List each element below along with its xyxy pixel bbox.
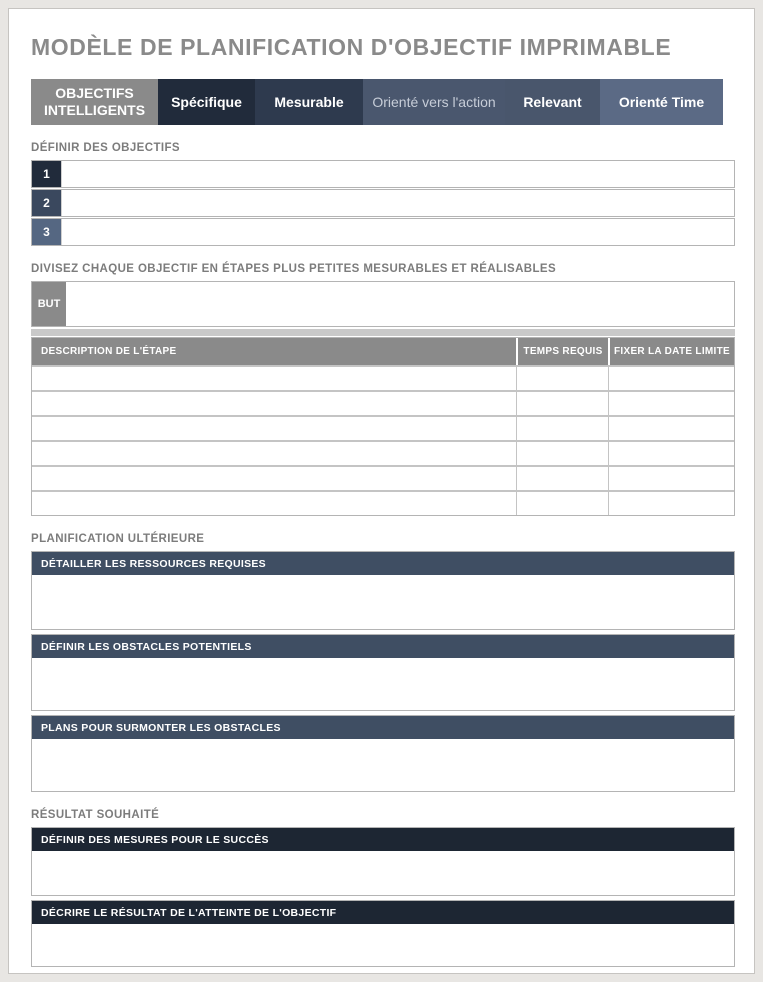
overcome-plans-input[interactable]: [32, 739, 734, 791]
overcome-plans-block: [31, 715, 735, 792]
table-row: [32, 440, 734, 465]
deadline-cell[interactable]: [608, 392, 734, 415]
objective-input-1[interactable]: [61, 161, 734, 187]
table-row: [32, 415, 734, 440]
desired-result-blocks: [31, 827, 735, 967]
steps-section-heading: DIVISEZ CHAQUE OBJECTIF EN ÉTAPES PLUS PETITES MESURABLES ET RÉALISABLES: [31, 263, 557, 275]
objective-number-badge: 2: [32, 190, 61, 216]
resources-block: [31, 551, 735, 630]
smart-tab-label: Orienté vers l'action: [372, 93, 496, 110]
smart-tab-label: Orienté Time: [618, 93, 705, 110]
divider-strip: [31, 329, 735, 336]
smart-tab-mesurable: [255, 79, 363, 125]
objective-number-badge: 3: [32, 219, 61, 245]
smart-tab-oriente-time: [600, 79, 723, 125]
smart-tab-label: Relevant: [523, 93, 582, 110]
step-description-cell[interactable]: [32, 492, 516, 515]
obstacles-input[interactable]: [32, 658, 734, 710]
objective-row: [31, 160, 735, 188]
document-page: [8, 8, 755, 974]
objective-row: [31, 218, 735, 246]
resources-input[interactable]: [32, 575, 734, 629]
time-required-cell[interactable]: [516, 367, 608, 390]
steps-table: [31, 337, 735, 516]
obstacles-block-label: DÉFINIR LES OBSTACLES POTENTIELS: [32, 635, 734, 658]
table-row: [32, 490, 734, 515]
time-required-cell[interactable]: [516, 492, 608, 515]
time-required-cell[interactable]: [516, 417, 608, 440]
deadline-cell[interactable]: [608, 367, 734, 390]
step-description-cell[interactable]: [32, 392, 516, 415]
smart-tab-specifique: [158, 79, 255, 125]
goal-input[interactable]: [66, 282, 734, 326]
smart-tab-objectifs-intelligents: [31, 79, 158, 125]
success-measures-input[interactable]: [32, 851, 734, 895]
further-planning-heading: PLANIFICATION ULTÉRIEURE: [31, 533, 205, 545]
time-required-cell[interactable]: [516, 392, 608, 415]
step-description-cell[interactable]: [32, 467, 516, 490]
smart-tab-label: OBJECTIFS INTELLIGENTS: [43, 85, 146, 118]
column-header-deadline: FIXER LA DATE LIMITE: [608, 338, 734, 365]
table-row: [32, 390, 734, 415]
goal-outcome-block: [31, 900, 735, 967]
resources-block-label: DÉTAILLER LES RESSOURCES REQUISES: [32, 552, 734, 575]
success-measures-block-label: DÉFINIR DES MESURES POUR LE SUCCÈS: [32, 828, 734, 851]
step-description-cell[interactable]: [32, 367, 516, 390]
page-title: MODÈLE DE PLANIFICATION D'OBJECTIF IMPRIMABLE: [31, 34, 672, 60]
objective-number-badge: 1: [32, 161, 61, 187]
objective-row: [31, 189, 735, 217]
obstacles-block: [31, 634, 735, 711]
step-description-cell[interactable]: [32, 417, 516, 440]
deadline-cell[interactable]: [608, 417, 734, 440]
objective-input-3[interactable]: [61, 219, 734, 245]
objective-rows: [31, 160, 735, 246]
goal-outcome-input[interactable]: [32, 924, 734, 966]
further-planning-blocks: [31, 551, 735, 792]
deadline-cell[interactable]: [608, 492, 734, 515]
column-header-description: DESCRIPTION DE L'ÉTAPE: [41, 346, 177, 357]
goal-label: BUT: [32, 282, 66, 326]
table-row: [32, 465, 734, 490]
overcome-plans-block-label: PLANS POUR SURMONTER LES OBSTACLES: [32, 716, 734, 739]
goal-row: [31, 281, 735, 327]
column-header-time-required: TEMPS REQUIS: [516, 338, 608, 365]
smart-tab-label: Spécifique: [171, 93, 242, 110]
step-description-cell[interactable]: [32, 442, 516, 465]
smart-tab-bar: [31, 79, 735, 125]
smart-tab-relevant: [505, 79, 600, 125]
objective-input-2[interactable]: [61, 190, 734, 216]
deadline-cell[interactable]: [608, 442, 734, 465]
table-row: [32, 365, 734, 390]
smart-tab-label: Mesurable: [274, 93, 344, 110]
time-required-cell[interactable]: [516, 442, 608, 465]
deadline-cell[interactable]: [608, 467, 734, 490]
success-measures-block: [31, 827, 735, 896]
desired-result-heading: RÉSULTAT SOUHAITÉ: [31, 809, 160, 821]
time-required-cell[interactable]: [516, 467, 608, 490]
goal-outcome-block-label: DÉCRIRE LE RÉSULTAT DE L'ATTEINTE DE L'OBJECTIF: [32, 901, 734, 924]
define-goals-heading: DÉFINIR DES OBJECTIFS: [31, 142, 180, 154]
steps-table-header: [32, 338, 734, 365]
smart-tab-oriente-action: [363, 79, 505, 125]
